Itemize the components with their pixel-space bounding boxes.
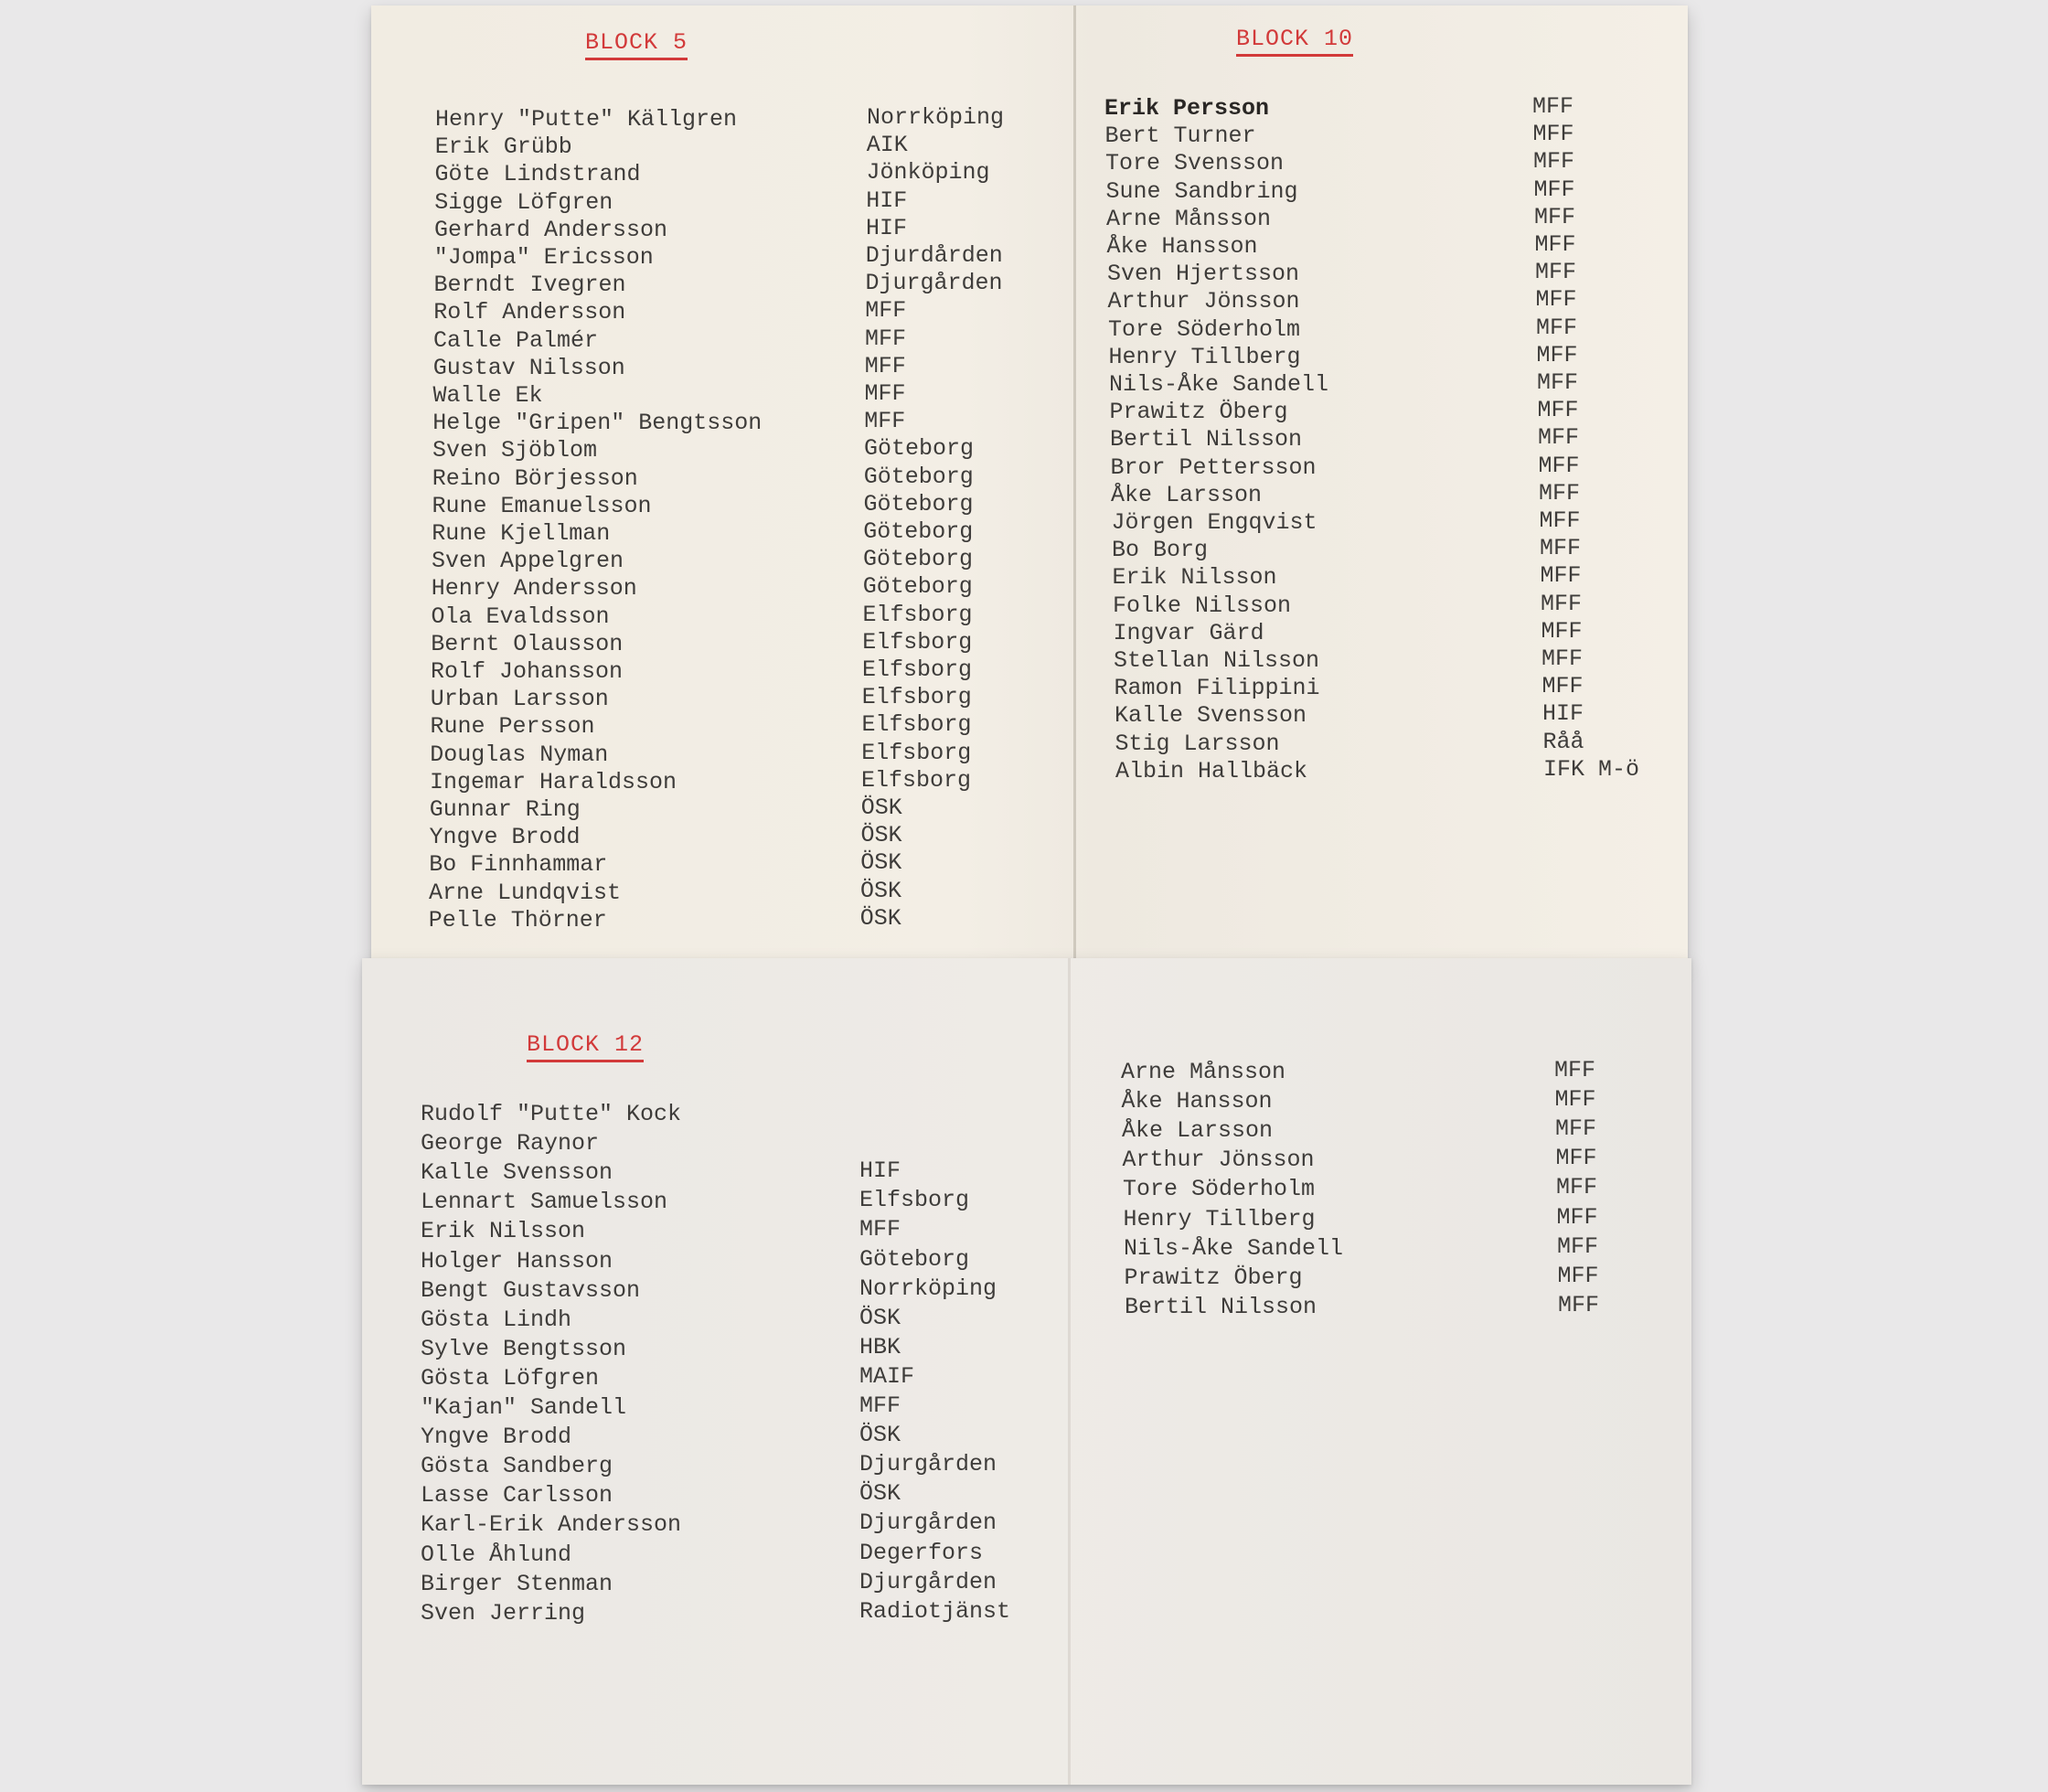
player-club: MFF (1533, 176, 1575, 203)
player-club: MFF (1534, 203, 1576, 230)
player-name: Åke Larsson (1111, 481, 1263, 508)
player-club: ÖSK (860, 822, 902, 849)
player-club: Elfsborg (861, 739, 972, 766)
player-name: Ramon Filippini (1114, 675, 1320, 702)
player-club: MFF (865, 297, 907, 325)
player-club: HBK (859, 1333, 901, 1360)
player-club: MFF (1536, 341, 1578, 368)
player-club: Göteborg (863, 518, 974, 545)
player-club: ÖSK (860, 795, 902, 821)
player-name: Ingemar Haraldsson (430, 768, 677, 795)
player-club: MAIF (859, 1362, 915, 1390)
player-name: Åke Hansson (1121, 1088, 1273, 1115)
player-club: MFF (1539, 479, 1581, 507)
player-name: Gunnar Ring (429, 796, 581, 823)
player-name: Olle Åhlund (421, 1541, 572, 1568)
player-name: Rudolf "Putte" Kock (421, 1101, 682, 1127)
player-name: Kalle Svensson (421, 1159, 613, 1187)
player-name: Åke Larsson (1122, 1117, 1274, 1145)
player-club: Göteborg (863, 546, 974, 573)
player-name: Arthur Jönsson (1122, 1147, 1315, 1174)
player-club: Djurgården (859, 1451, 997, 1478)
player-name: Åke Hansson (1106, 233, 1258, 260)
player-name: Erik Nilsson (1112, 564, 1277, 592)
player-club: MFF (1557, 1262, 1599, 1289)
player-name: Douglas Nyman (430, 741, 609, 768)
player-name: Tore Svensson (1105, 150, 1285, 177)
player-name: Arthur Jönsson (1107, 288, 1300, 315)
player-club: Göteborg (862, 573, 973, 601)
player-name: Rune Persson (430, 713, 595, 741)
player-club: MFF (1540, 562, 1582, 590)
player-name: "Jompa" Ericsson (433, 244, 654, 271)
player-name: Karl-Erik Andersson (421, 1511, 682, 1539)
player-club: Elfsborg (861, 766, 972, 794)
player-name: Bertil Nilsson (1110, 426, 1303, 453)
player-name: Bernt Olausson (431, 630, 624, 657)
player-club: MFF (1540, 535, 1582, 562)
player-name: Helge "Gripen" Bengtsson (432, 410, 763, 437)
player-club: Radiotjänst (859, 1597, 1011, 1625)
player-name: Bror Pettersson (1110, 453, 1317, 481)
player-club: Djurgården (865, 270, 1003, 297)
player-name: Gösta Sandberg (421, 1453, 613, 1480)
player-name: Henry Tillberg (1108, 343, 1301, 370)
player-name: Sylve Bengtsson (421, 1335, 627, 1362)
player-name: Arne Månsson (1121, 1059, 1286, 1085)
player-club: MFF (1556, 1174, 1598, 1201)
player-club: MFF (1535, 259, 1577, 286)
player-name: Erik Persson (1104, 95, 1270, 122)
player-name: Prawitz Öberg (1109, 399, 1288, 426)
player-club: Elfsborg (862, 656, 973, 683)
player-club: Djurgården (859, 1509, 997, 1537)
player-club: MFF (865, 325, 907, 352)
player-name: Arne Månsson (1106, 205, 1272, 232)
page-fold (1068, 958, 1071, 1785)
player-name: Bert Turner (1104, 123, 1256, 150)
player-club: MFF (1538, 424, 1580, 452)
player-name: Urban Larsson (430, 686, 609, 713)
player-name: Tore Söderholm (1123, 1176, 1316, 1203)
player-name: Göte Lindstrand (434, 161, 641, 188)
player-club: MFF (1535, 286, 1577, 314)
player-name: Gösta Lindh (421, 1306, 572, 1333)
bottom-sheet (362, 958, 1691, 1785)
player-club: HIF (859, 1157, 901, 1185)
player-club: MFF (1538, 452, 1580, 479)
player-club: MFF (1558, 1291, 1600, 1318)
player-name: Bo Finnhammar (429, 851, 608, 879)
player-club: MFF (1557, 1232, 1599, 1260)
player-name: Sven Appelgren (432, 548, 624, 575)
player-club: MFF (859, 1216, 901, 1243)
player-club: MFF (1555, 1145, 1597, 1172)
player-club: Elfsborg (862, 628, 973, 656)
player-club: MFF (1541, 673, 1584, 700)
player-name: Nils-Åke Sandell (1109, 371, 1329, 398)
player-name: Erik Grübb (434, 133, 572, 161)
player-club: MFF (1537, 397, 1579, 424)
player-name: Pelle Thörner (428, 906, 607, 933)
player-club: Degerfors (859, 1539, 984, 1566)
player-club: MFF (859, 1392, 901, 1419)
player-club: ÖSK (860, 849, 902, 877)
player-name: Walle Ek (432, 382, 543, 409)
player-name: Bo Borg (1112, 537, 1209, 564)
player-club: Norrköping (859, 1275, 997, 1302)
player-name: Folke Nilsson (1113, 592, 1292, 619)
player-club: Göteborg (864, 435, 975, 463)
player-club: IFK M-ö (1543, 755, 1640, 783)
player-name: Yngve Brodd (429, 824, 581, 851)
player-club: Jönköping (866, 159, 990, 187)
player-club: Elfsborg (862, 601, 973, 628)
player-name: Nils-Åke Sandell (1124, 1234, 1344, 1262)
player-club: MFF (1534, 231, 1576, 258)
player-name: Lennart Samuelsson (421, 1189, 668, 1216)
player-name: Prawitz Öberg (1124, 1264, 1303, 1291)
player-club: ÖSK (859, 1422, 901, 1449)
player-club: MFF (864, 380, 906, 407)
player-name: Gustav Nilsson (432, 354, 625, 381)
top-sheet (371, 5, 1688, 962)
player-name: Sven Hjertsson (1107, 261, 1300, 288)
player-name: Erik Nilsson (421, 1218, 586, 1245)
player-club: Elfsborg (861, 711, 972, 739)
player-club: ÖSK (859, 904, 901, 932)
player-club: ÖSK (859, 1480, 901, 1508)
player-name: Jörgen Engqvist (1111, 509, 1317, 536)
player-name: Birger Stenman (421, 1570, 613, 1597)
player-name: Albin Hallbäck (1115, 757, 1308, 784)
player-name: Sven Sjöblom (432, 437, 598, 464)
player-name: Reino Börjesson (432, 464, 638, 492)
player-club: HIF (866, 214, 908, 241)
player-name: Calle Palmér (433, 326, 599, 354)
player-club: MFF (1533, 148, 1575, 176)
player-club: Råå (1542, 728, 1584, 755)
block-12-title: BLOCK 12 (527, 1031, 644, 1062)
player-club: MFF (1537, 369, 1579, 396)
player-name: Stellan Nilsson (1114, 647, 1320, 674)
player-name: Holger Hansson (421, 1247, 613, 1275)
player-name: Kalle Svensson (1115, 702, 1307, 730)
player-club: Göteborg (859, 1245, 970, 1273)
player-club: MFF (1541, 590, 1583, 617)
player-name: "Kajan" Sandell (421, 1394, 627, 1421)
player-name: Rolf Johansson (431, 658, 624, 685)
player-club: Göteborg (863, 463, 974, 490)
player-club: ÖSK (860, 877, 902, 904)
player-name: Berndt Ivegren (433, 272, 626, 299)
player-club: HIF (866, 187, 908, 214)
player-club: MFF (1539, 507, 1581, 534)
player-club: AIK (866, 132, 908, 159)
player-name: Yngve Brodd (421, 1424, 572, 1451)
player-name: Sven Jerring (421, 1599, 586, 1627)
player-name: Henry Andersson (431, 575, 637, 603)
player-name: George Raynor (421, 1130, 600, 1157)
player-club: Norrköping (867, 104, 1005, 131)
player-name: Rune Emanuelsson (432, 492, 652, 519)
player-name: Sigge Löfgren (434, 188, 613, 216)
player-club: Djurdården (865, 242, 1003, 269)
player-club: HIF (1542, 700, 1584, 728)
player-club: Göteborg (863, 490, 974, 517)
player-club: Elfsborg (859, 1187, 970, 1214)
player-name: Tore Söderholm (1108, 315, 1301, 343)
player-name: Bertil Nilsson (1125, 1293, 1317, 1320)
player-name: Ola Evaldsson (431, 603, 610, 630)
player-name: Stig Larsson (1115, 730, 1280, 757)
player-name: Gösta Löfgren (421, 1364, 600, 1392)
player-name: Henry "Putte" Källgren (435, 106, 738, 133)
block-10-title: BLOCK 10 (1236, 26, 1353, 57)
player-name: Ingvar Gärd (1113, 619, 1264, 646)
player-club: Djurgården (859, 1568, 997, 1595)
player-club: MFF (1554, 1057, 1596, 1083)
player-club: MFF (1541, 645, 1584, 672)
player-club: MFF (1536, 314, 1578, 341)
player-club: MFF (1555, 1115, 1597, 1143)
player-club: Elfsborg (861, 684, 972, 711)
player-name: Gerhard Andersson (434, 216, 668, 243)
page-fold (1073, 5, 1076, 962)
player-club: MFF (1532, 93, 1574, 120)
block-5-title: BLOCK 5 (585, 29, 688, 60)
player-club: MFF (1532, 121, 1574, 148)
player-name: Rune Kjellman (432, 520, 611, 547)
player-name: Henry Tillberg (1123, 1205, 1316, 1232)
player-name: Bengt Gustavsson (421, 1276, 641, 1304)
player-club: MFF (1556, 1203, 1598, 1231)
player-club: MFF (864, 408, 906, 435)
player-club: MFF (1541, 617, 1583, 645)
player-club: MFF (864, 352, 906, 379)
player-name: Rolf Andersson (433, 299, 626, 326)
player-club: ÖSK (859, 1304, 901, 1331)
player-name: Sune Sandbring (1105, 177, 1298, 205)
player-club: MFF (1554, 1086, 1596, 1114)
player-name: Lasse Carlsson (421, 1482, 613, 1509)
player-name: Arne Lundqvist (429, 879, 622, 906)
